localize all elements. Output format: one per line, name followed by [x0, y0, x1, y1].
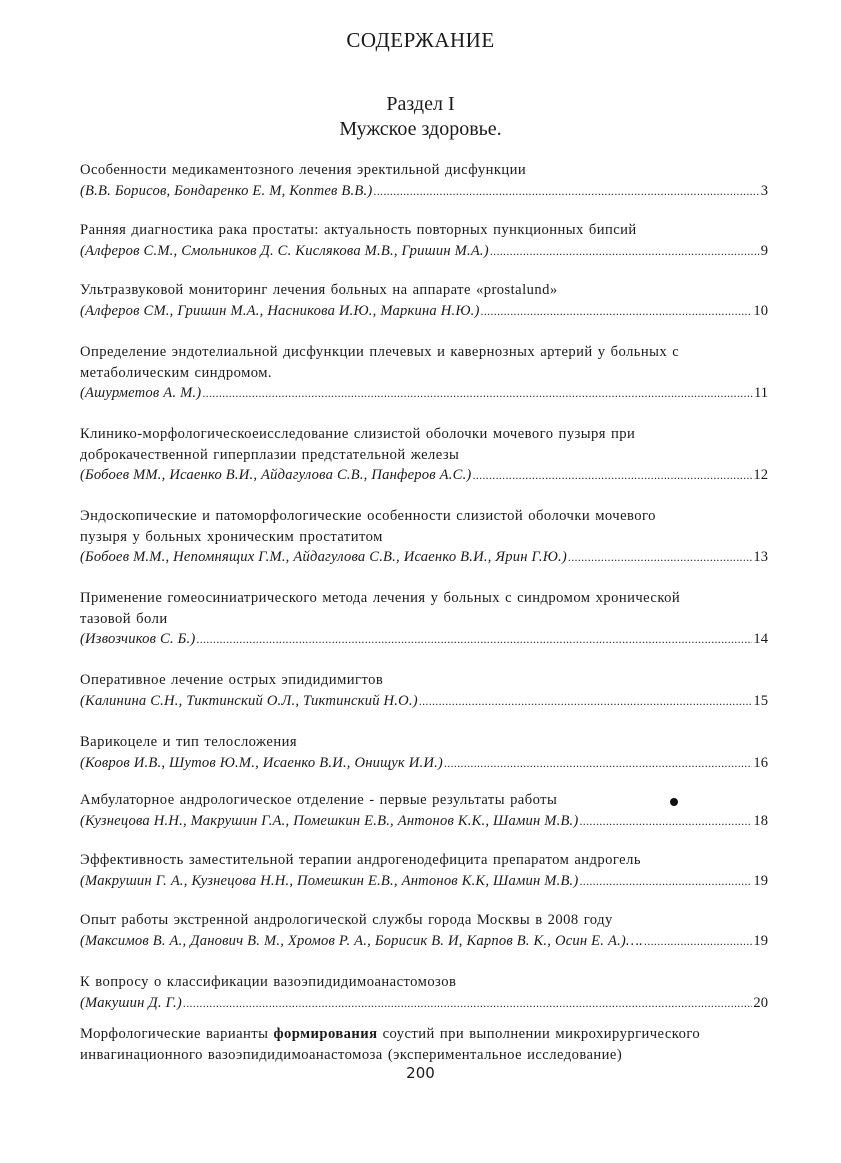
entry-author-line — [80, 547, 768, 568]
entry-page-number: 10 — [753, 302, 768, 319]
entry-authors: (Бобоев М.М., Непомнящих Г.М., Айдагулова С.В., Исаенко В.И., Ярин Г.Ю.) — [80, 549, 567, 565]
toc-entry — [80, 342, 768, 404]
dot-leader — [579, 871, 752, 892]
entry-authors: (Алферов СМ., Гришин М.А., Насникова И.Ю., Маркина Н.Ю.) — [80, 302, 480, 319]
toc-entry — [80, 424, 768, 486]
entry-page-number: 14 — [753, 631, 768, 647]
toc-entry — [80, 850, 768, 891]
entry-title-line: Эффективность заместительной терапии андрогенодефицита препаратом андрогель — [80, 852, 641, 868]
entry-title-line: Опыт работы экстренной андрологической службы города Москвы в 2008 году — [80, 912, 613, 928]
toc-entry-last — [80, 1024, 768, 1065]
entry-title-line: К вопросу о классификации вазоэпидидимоанастомозов — [80, 974, 457, 990]
entry-authors: (В.В. Борисов, Бондаренко Е. М, Коптев В.В.) — [80, 182, 373, 199]
entry-title-line: Амбулаторное андрологическое отделение - первые результаты работы — [80, 792, 558, 808]
entry-page-number: 11 — [753, 385, 768, 401]
toc-entry — [80, 972, 768, 1013]
dot-leader — [568, 547, 752, 568]
dot-leader — [202, 383, 753, 404]
section-name: Мужское здоровье. — [339, 118, 502, 140]
entry-title-line: Ранняя диагностика рака простаты: актуальность повторных пункционных бипсий — [80, 222, 637, 238]
dot-leader — [444, 753, 752, 774]
footer-page-number: 200 — [406, 1064, 435, 1082]
entry-author-line — [80, 931, 768, 952]
entry-page-number: 15 — [753, 692, 768, 709]
entry-page-number: 18 — [753, 812, 768, 829]
entry-title-line: метаболическим синдромом. — [80, 364, 273, 381]
toc-entry — [80, 506, 768, 568]
title-text-bold: формирования — [273, 1026, 378, 1042]
entry-page-number: 9 — [760, 242, 768, 259]
toc-entry — [80, 790, 768, 831]
dot-leader — [373, 181, 759, 202]
entry-authors: (Кузнецова Н.Н., Макрушин Г.А., Помешкин Е.В., Антонов К.К., Шамин М.В.) — [80, 812, 579, 829]
stray-dot-mark — [670, 798, 678, 806]
entry-authors: (Макушин Д. Г.) — [80, 994, 182, 1011]
entry-title-line: доброкачественной гиперплазии предстательной железы — [80, 446, 460, 463]
dot-leader — [419, 691, 753, 712]
dot-leader — [472, 465, 752, 486]
dot-leader — [579, 811, 752, 832]
entry-title-line: Эндоскопические и патоморфологические особенности слизистой оболочки мочевого — [80, 508, 656, 524]
entry-authors: (Алферов С.М., Смольников Д. С. Кислякова М.В., Гришин М.А.) — [80, 242, 489, 259]
entry-title-line: Особенности медикаментозного лечения эректильной дисфункции — [80, 162, 527, 178]
entry-authors: (Максимов В. А., Данович В. М., Хромов Р. А., Борисик В. И, Карпов В. К., Осин Е. А.)…. — [80, 932, 644, 949]
entry-page-number: 20 — [753, 994, 768, 1011]
entry-author-line — [80, 383, 768, 404]
entry-author-line — [80, 811, 768, 832]
title-text-after: соустий при выполнении микрохирургического — [382, 1026, 701, 1042]
entry-author-line — [80, 753, 768, 774]
entry-title-line: Варикоцеле и тип телосложения — [80, 734, 298, 750]
toc-entry — [80, 910, 768, 951]
entry-author-line — [80, 465, 768, 486]
dot-leader — [196, 629, 752, 650]
toc-entry — [80, 160, 768, 201]
entry-title-line: Применение гомеосиниатрического метода лечения у больных с синдромом хронической — [80, 590, 681, 606]
toc-entry — [80, 588, 768, 650]
toc-entry — [80, 670, 768, 711]
section-heading — [0, 92, 841, 142]
entry-author-line — [80, 301, 768, 322]
entry-author-line — [80, 241, 768, 262]
entry-page-number: 13 — [753, 549, 768, 565]
entry-author-line — [80, 871, 768, 892]
entry-title-line — [80, 1024, 768, 1045]
entry-page-number: 12 — [753, 467, 768, 483]
entry-title-line: Определение эндотелиальной дисфункции плечевых и кавернозных артерий у больных с — [80, 344, 680, 360]
entry-authors: (Ковров И.В., Шутов Ю.М., Исаенко В.И., Онищук И.И.) — [80, 754, 443, 771]
entry-page-number: 16 — [753, 754, 768, 771]
entry-author-line — [80, 181, 768, 202]
entry-authors: (Извозчиков С. Б.) — [80, 631, 196, 647]
toc-entry — [80, 220, 768, 261]
page-title: СОДЕРЖАНИЕ — [346, 28, 495, 52]
entry-page-number: 3 — [760, 182, 768, 199]
entry-authors: (Макрушин Г. А., Кузнецова Н.Н., Помешкин Е.В., Антонов К.К, Шамин М.В.) — [80, 872, 579, 889]
entry-title-line: тазовой боли — [80, 610, 168, 627]
entry-authors: (Бобоев ММ., Исаенко В.И., Айдагулова С.В., Панферов А.С.) — [80, 467, 472, 483]
entry-page-number: 19 — [753, 872, 768, 889]
section-label: Раздел I — [386, 93, 455, 115]
dot-leader — [481, 301, 753, 322]
entry-title-line: инвагинационного вазоэпидидимоанастомоза (экспериментальное исследование) — [80, 1046, 623, 1063]
entry-authors: (Калинина С.Н., Тиктинский О.Л., Тиктинский Н.О.) — [80, 692, 418, 709]
toc-entry — [80, 280, 768, 321]
entry-title-line: Ультразвуковой мониторинг лечения больных на аппарате «prostalund» — [80, 282, 558, 298]
entry-author-line — [80, 691, 768, 712]
entry-author-line — [80, 993, 768, 1014]
entry-authors: (Ашурметов А. М.) — [80, 385, 202, 401]
entry-page-number: 19 — [753, 932, 768, 949]
toc-entry — [80, 732, 768, 773]
dot-leader — [490, 241, 760, 262]
entry-author-line — [80, 629, 768, 650]
entry-title-line: пузыря у больных хроническим простатитом — [80, 528, 383, 545]
entry-title-line: Клинико-морфологическоеисследование слизистой оболочки мочевого пузыря при — [80, 426, 636, 442]
dot-leader — [183, 993, 753, 1014]
dot-leader — [644, 931, 752, 952]
title-text-before: Морфологические варианты — [80, 1026, 269, 1042]
entry-title-line: Оперативное лечение острых эпидидимигтов — [80, 672, 384, 688]
